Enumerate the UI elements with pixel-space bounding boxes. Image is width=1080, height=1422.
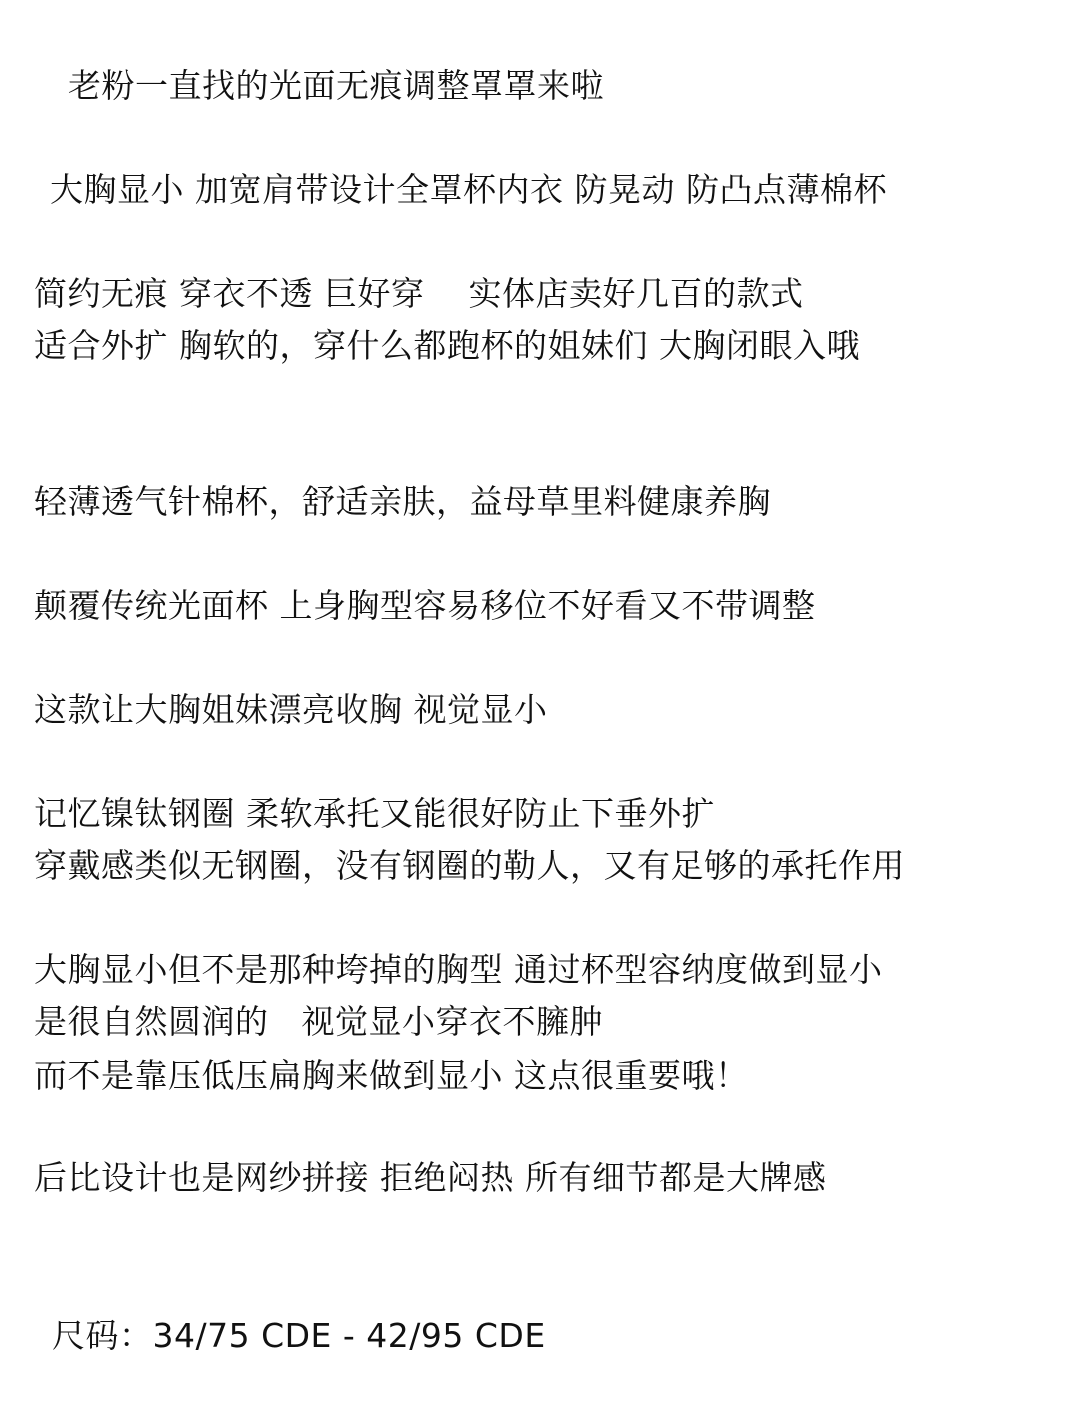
- feature-line: 简约无痕 穿衣不透 巨好穿 实体店卖好几百的款式: [34, 274, 804, 313]
- feature-line: 而不是靠压低压扁胸来做到显小 这点很重要哦！: [34, 1056, 749, 1095]
- headline-text: 老粉一直找的光面无痕调整罩罩来啦: [68, 66, 604, 105]
- feature-line: 轻薄透气针棉杯，舒适亲肤，益母草里料健康养胸: [34, 482, 771, 521]
- feature-line: 颠覆传统光面杯 上身胸型容易移位不好看又不带调整: [34, 586, 816, 625]
- feature-line: 适合外扩 胸软的，穿什么都跑杯的姐妹们 大胸闭眼入哦: [34, 326, 860, 365]
- size-range-text: 尺码：34/75 CDE - 42/95 CDE: [52, 1316, 546, 1355]
- feature-line: 后比设计也是网纱拼接 拒绝闷热 所有细节都是大牌感: [34, 1158, 827, 1197]
- feature-line: 这款让大胸姐妹漂亮收胸 视觉显小: [34, 690, 548, 729]
- feature-line: 记忆镍钛钢圈 柔软承托又能很好防止下垂外扩: [34, 794, 715, 833]
- feature-line: 大胸显小 加宽肩带设计全罩杯内衣 防晃动 防凸点薄棉杯: [50, 170, 887, 209]
- feature-line: 大胸显小但不是那种垮掉的胸型 通过杯型容纳度做到显小: [34, 950, 883, 989]
- feature-line: 穿戴感类似无钢圈，没有钢圈的勒人，又有足够的承托作用: [34, 846, 905, 885]
- feature-line: 是很自然圆润的 视觉显小穿衣不臃肿: [34, 1002, 603, 1041]
